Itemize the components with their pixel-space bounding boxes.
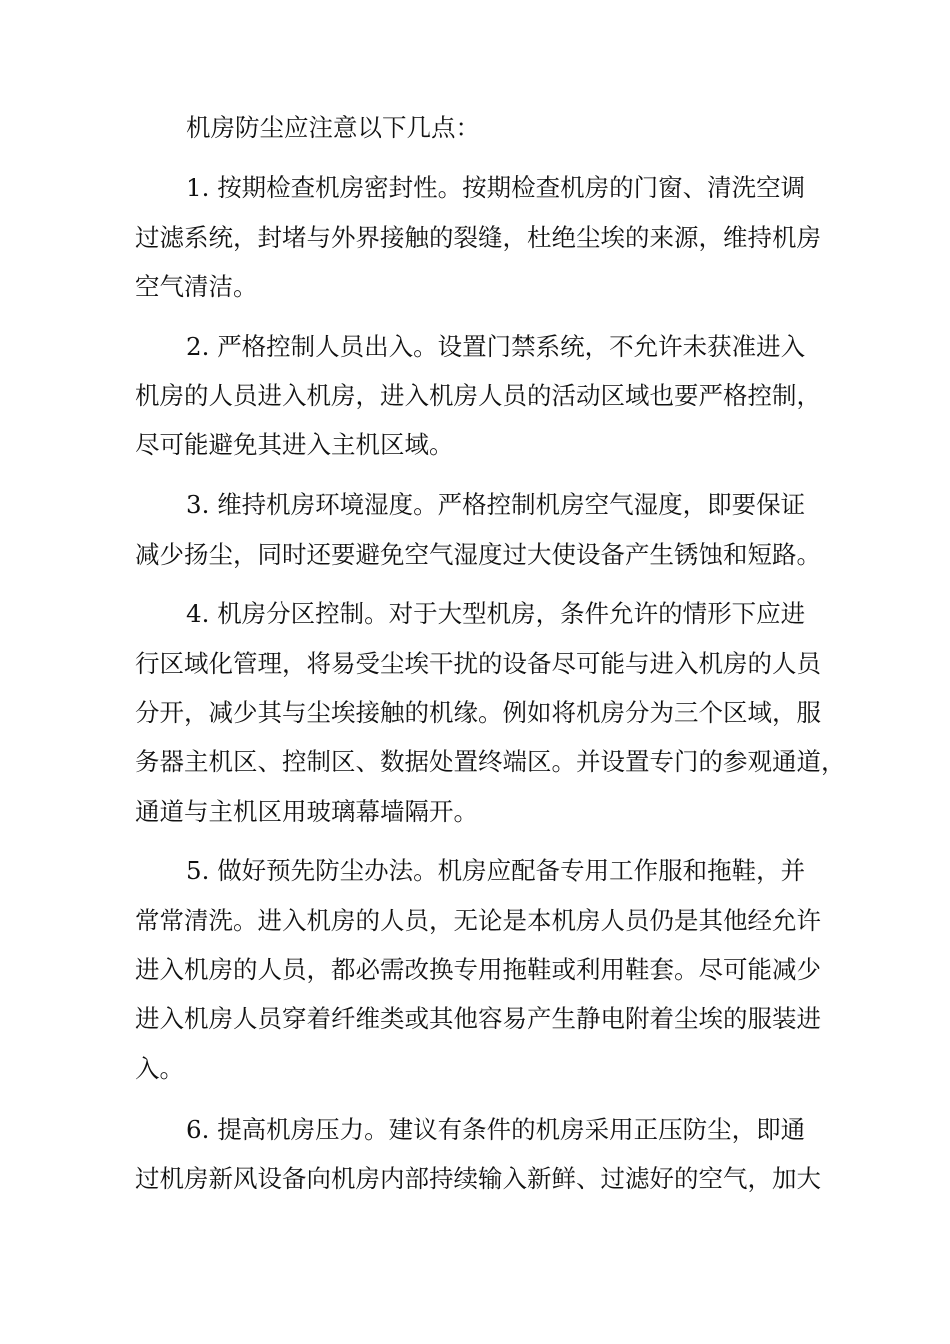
item-text: 维持机房环境湿度。严格控制机房空气湿度，即要保证 (217, 490, 806, 519)
item-1-first-line (186, 171, 805, 205)
item-4-line-5: 通道与主机区用玻璃幕墙隔开。 (135, 797, 478, 826)
item-4-line-3: 分开，减少其与尘埃接触的机缘。例如将机房分为三个区域，服 (135, 698, 821, 727)
item-2-first-line (186, 330, 805, 364)
item-number: 5. (186, 856, 210, 885)
item-text: 严格控制人员出入。设置门禁系统，不允许未获准进入 (217, 332, 806, 361)
item-2-line-3: 尽可能避免其进入主机区域。 (135, 430, 454, 459)
item-4-first-line (186, 597, 805, 631)
item-number: 6. (186, 1115, 210, 1144)
item-number: 3. (186, 490, 210, 519)
item-1-line-3: 空气清洁。 (135, 272, 258, 301)
item-number: 4. (186, 599, 210, 628)
item-6-line-2: 过机房新风设备向机房内部持续输入新鲜、过滤好的空气，加大 (135, 1164, 821, 1193)
item-text: 提高机房压力。建议有条件的机房采用正压防尘，即通 (217, 1115, 806, 1144)
item-1-line-2: 过滤系统，封堵与外界接触的裂缝，杜绝尘埃的来源，维持机房 (135, 223, 821, 252)
item-5-line-4: 进入机房人员穿着纤维类或其他容易产生静电附着尘埃的服装进 (135, 1004, 821, 1033)
item-6-first-line (186, 1113, 805, 1147)
item-5-line-5: 入。 (135, 1054, 184, 1083)
item-4-line-4: 务器主机区、控制区、数据处置终端区。并设置专门的参观通道， (135, 747, 846, 776)
intro-line: 机房防尘应注意以下几点： (186, 113, 480, 142)
item-text: 做好预先防尘办法。机房应配备专用工作服和拖鞋，并 (217, 856, 806, 885)
item-number: 2. (186, 332, 210, 361)
item-5-first-line (186, 854, 805, 888)
item-text: 按期检查机房密封性。按期检查机房的门窗、清洗空调 (217, 173, 806, 202)
item-number: 1. (186, 173, 210, 202)
item-2-line-2: 机房的人员进入机房，进入机房人员的活动区域也要严格控制， (135, 381, 821, 410)
item-4-line-2: 行区域化管理，将易受尘埃干扰的设备尽可能与进入机房的人员 (135, 649, 821, 678)
item-text: 机房分区控制。对于大型机房，条件允许的情形下应进 (217, 599, 806, 628)
item-5-line-2: 常常清洗。进入机房的人员，无论是本机房人员仍是其他经允许 (135, 906, 821, 935)
item-3-first-line (186, 488, 805, 522)
item-3-line-2: 减少扬尘，同时还要避免空气湿度过大使设备产生锈蚀和短路。 (135, 540, 821, 569)
item-5-line-3: 进入机房的人员，都必需改换专用拖鞋或利用鞋套。尽可能减少 (135, 955, 821, 984)
